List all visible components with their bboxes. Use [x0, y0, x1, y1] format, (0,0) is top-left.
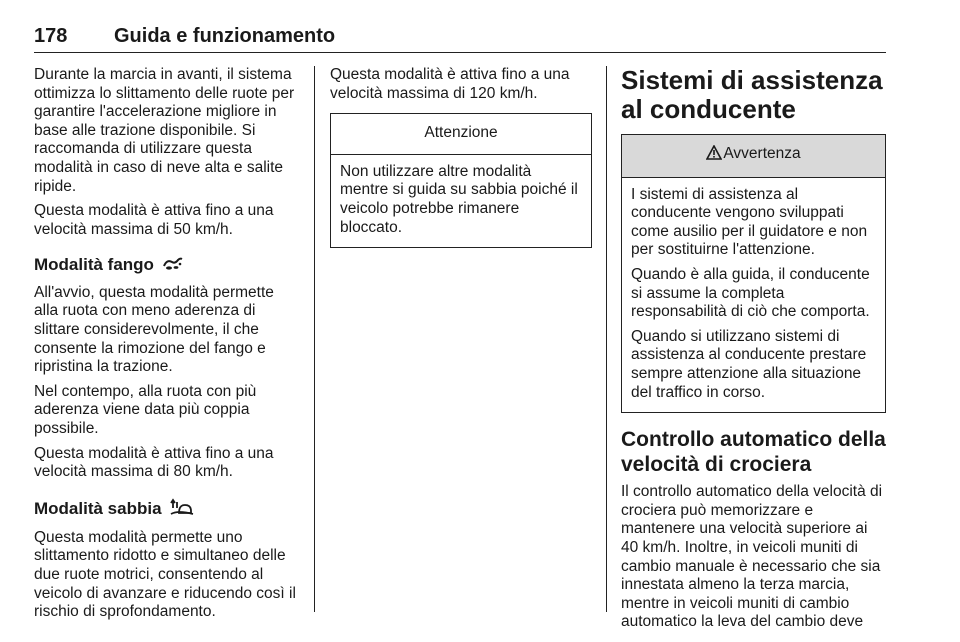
paragraph: Questa modalità permette uno slittamento ridotto e simultaneo delle due ruote motrici, consentendo al veicolo di avanzare e riducendo così il rischio di sprofondamento. — [34, 528, 296, 621]
cruise-control-heading: Controllo automatico della velocità di crociera — [621, 428, 886, 477]
attention-text: Non utilizzare altre modalità mentre si guida su sabbia poiché il veicolo potrebbe rimanere bloccato. — [340, 162, 578, 236]
mud-mode-icon — [163, 256, 183, 276]
column-middle — [330, 66, 592, 248]
column-divider — [606, 66, 607, 612]
paragraph: Questa modalità è attiva fino a una velocità massima di 80 km/h. — [34, 444, 274, 481]
page-number: 178 — [34, 25, 68, 47]
sand-mode-heading — [34, 498, 302, 521]
column-divider — [314, 66, 315, 612]
column-left — [34, 66, 302, 628]
sand-mode-icon — [170, 498, 194, 521]
heading-text: Modalità fango — [34, 255, 154, 275]
attention-title: Attenzione — [331, 114, 591, 155]
paragraph: Il controllo automatico della velocità di crociera può memorizzare e mantenere una velocità superiore ai 40 km/h. Inoltre, in veicoli muniti di cambio manuale è necessario che sia innestata almeno la terza marcia, mentre in veicoli muniti di cambio automatico la leva del cambio deve — [621, 483, 883, 631]
paragraph: Questa modalità è attiva fino a una velocità massima di 50 km/h. — [34, 202, 274, 238]
attention-box — [330, 113, 592, 248]
page-header — [34, 22, 886, 53]
column-right — [621, 66, 886, 638]
paragraph: Durante la marcia in avanti, il sistema ottimizza lo slittamento delle ruote per garantire l'accelerazione migliore in base alle trazione disponibile. Si raccomanda di utilizzare questa modalità in caso di neve alta e salite ripide. — [34, 66, 295, 195]
warning-text: Quando è alla guida, il conducente si assume la completa responsabilità di ciò che comporta. — [631, 265, 870, 321]
warning-triangle-icon — [706, 145, 722, 166]
warning-box — [621, 134, 886, 413]
warning-text: I sistemi di assistenza al conducente vengono sviluppati come ausilio per il guidatore e non per sostituirne l'attenzione. — [631, 185, 868, 259]
section-heading: Sistemi di assistenza al conducente — [621, 65, 883, 124]
section-title: Guida e funzionamento — [114, 25, 336, 47]
paragraph: Questa modalità è attiva fino a una velocità massima di 120 km/h. — [330, 66, 570, 102]
mud-mode-heading — [34, 255, 302, 276]
paragraph: Nel contempo, alla ruota con più aderenza viene data più coppia possibile. — [34, 382, 257, 438]
paragraph: All'avvio, questa modalità permette alla ruota con meno aderenza di slittare considerevolmente, il che consente la rimozione del fango e ripristina la trazione. — [34, 283, 274, 376]
warning-title: Avvertenza — [723, 145, 801, 162]
warning-header — [622, 135, 885, 178]
warning-text: Quando si utilizzano sistemi di assistenza al conducente prestare sempre attenzione alla situazione del traffico in corso. — [631, 327, 867, 401]
heading-text: Modalità sabbia — [34, 498, 162, 518]
